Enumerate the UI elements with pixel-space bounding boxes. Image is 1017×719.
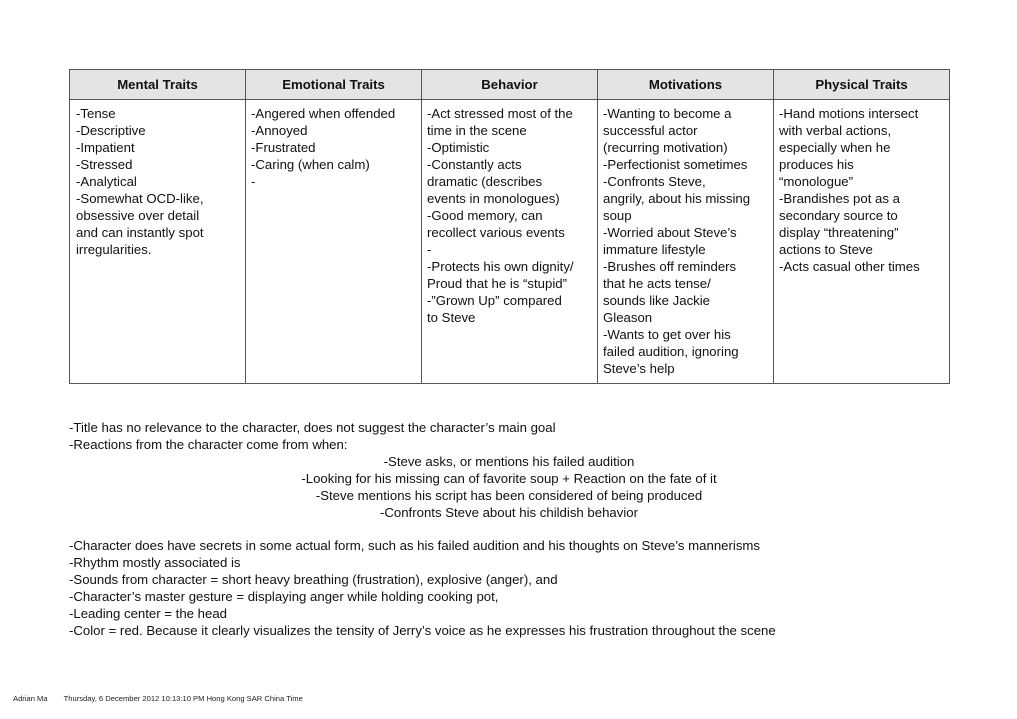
cell-line: Steve’s help [603,361,675,376]
notes-spacer [69,521,969,537]
cell-line: -Confronts Steve, [603,174,706,189]
cell-line: produces his [779,157,854,172]
cell-line: -Hand motions intersect [779,106,919,121]
header-motivations: Motivations [598,70,774,100]
cell-line: -Annoyed [251,123,308,138]
cell-line: “monologue” [779,174,854,189]
table-header-row [70,70,950,100]
cell-line: -Optimistic [427,140,490,155]
cell-line: -Wanting to become a [603,106,732,121]
cell-line: -Worried about Steve’s [603,225,737,240]
header-emotional-traits: Emotional Traits [246,70,422,100]
note-reactions-intro: -Reactions from the character come from when: [69,437,348,452]
cell-line: that he acts tense/ [603,276,711,291]
cell-line: -Wants to get over his [603,327,731,342]
cell-line: -Act stressed most of the [427,106,573,121]
cell-line: failed audition, ignoring [603,344,739,359]
cell-line: (recurring motivation) [603,140,728,155]
cell-line: display “threatening” [779,225,899,240]
note-secrets: -Character does have secrets in some actual form, such as his failed audition and his thoughts on Steve’s mannerisms [69,538,760,553]
cell-mental-traits [70,100,246,384]
cell-line: and can instantly spot [76,225,204,240]
cell-line: -Constantly acts [427,157,522,172]
cell-line: obsessive over detail [76,208,200,223]
cell-line: -Brushes off reminders [603,259,737,274]
cell-line: -Protects his own dignity/ [427,259,574,274]
cell-line: -Descriptive [76,123,146,138]
note-color: -Color = red. Because it clearly visualizes the tensity of Jerry’s voice as he expresses his frustration throughout the scene [69,623,776,638]
note-reaction-item: -Steve asks, or mentions his failed audition [383,454,635,469]
cell-line: - [251,174,256,189]
footer-author: Adrian Ma [13,694,48,703]
cell-line: -Angered when offended [251,106,396,121]
cell-line: irregularities. [76,242,152,257]
cell-line: successful actor [603,123,698,138]
header-behavior: Behavior [422,70,598,100]
page-footer [13,694,303,703]
cell-line: angrily, about his missing [603,191,751,206]
cell-line: secondary source to [779,208,898,223]
note-title-relevance: -Title has no relevance to the character, does not suggest the character’s main goal [69,420,556,435]
cell-line: dramatic (describes [427,174,543,189]
cell-line: -Analytical [76,174,137,189]
note-rhythm: -Rhythm mostly associated is [69,555,241,570]
cell-motivations [598,100,774,384]
cell-line: especially when he [779,140,891,155]
cell-line: -”Grown Up” compared [427,293,562,308]
note-sounds: -Sounds from character = short heavy breathing (frustration), explosive (anger), and [69,572,558,587]
cell-line: -Perfectionist sometimes [603,157,748,172]
cell-line: -Impatient [76,140,135,155]
note-leading-center: -Leading center = the head [69,606,228,621]
cell-line: with verbal actions, [779,123,892,138]
cell-line: -Stressed [76,157,133,172]
cell-line: -Brandishes pot as a [779,191,900,206]
cell-line: - [427,242,432,257]
note-reaction-item: -Steve mentions his script has been considered of being produced [315,488,703,503]
cell-line: recollect various events [427,225,565,240]
traits-table [69,69,950,384]
note-reaction-item: -Looking for his missing can of favorite soup + Reaction on the fate of it [301,471,717,486]
header-physical-traits: Physical Traits [774,70,950,100]
cell-line: to Steve [427,310,476,325]
cell-line: -Acts casual other times [779,259,920,274]
footer-timestamp: Thursday, 6 December 2012 10:13:10 PM Hong Kong SAR China Time [63,694,303,703]
cell-line: -Good memory, can [427,208,543,223]
cell-line: events in monologues) [427,191,560,206]
notes-section [69,419,969,639]
cell-behavior [422,100,598,384]
note-reaction-item: -Confronts Steve about his childish behavior [379,505,639,520]
cell-line: -Frustrated [251,140,316,155]
cell-line: soup [603,208,632,223]
cell-line: immature lifestyle [603,242,706,257]
cell-line: -Caring (when calm) [251,157,370,172]
cell-line: -Somewhat OCD-like, [76,191,204,206]
cell-line: time in the scene [427,123,527,138]
cell-line: actions to Steve [779,242,873,257]
table-row [70,100,950,384]
header-mental-traits: Mental Traits [70,70,246,100]
cell-emotional-traits [246,100,422,384]
cell-line: -Tense [76,106,116,121]
cell-physical-traits [774,100,950,384]
cell-line: Proud that he is “stupid” [427,276,568,291]
cell-line: sounds like Jackie [603,293,711,308]
cell-line: Gleason [603,310,653,325]
note-master-gesture: -Character’s master gesture = displaying anger while holding cooking pot, [69,589,499,604]
